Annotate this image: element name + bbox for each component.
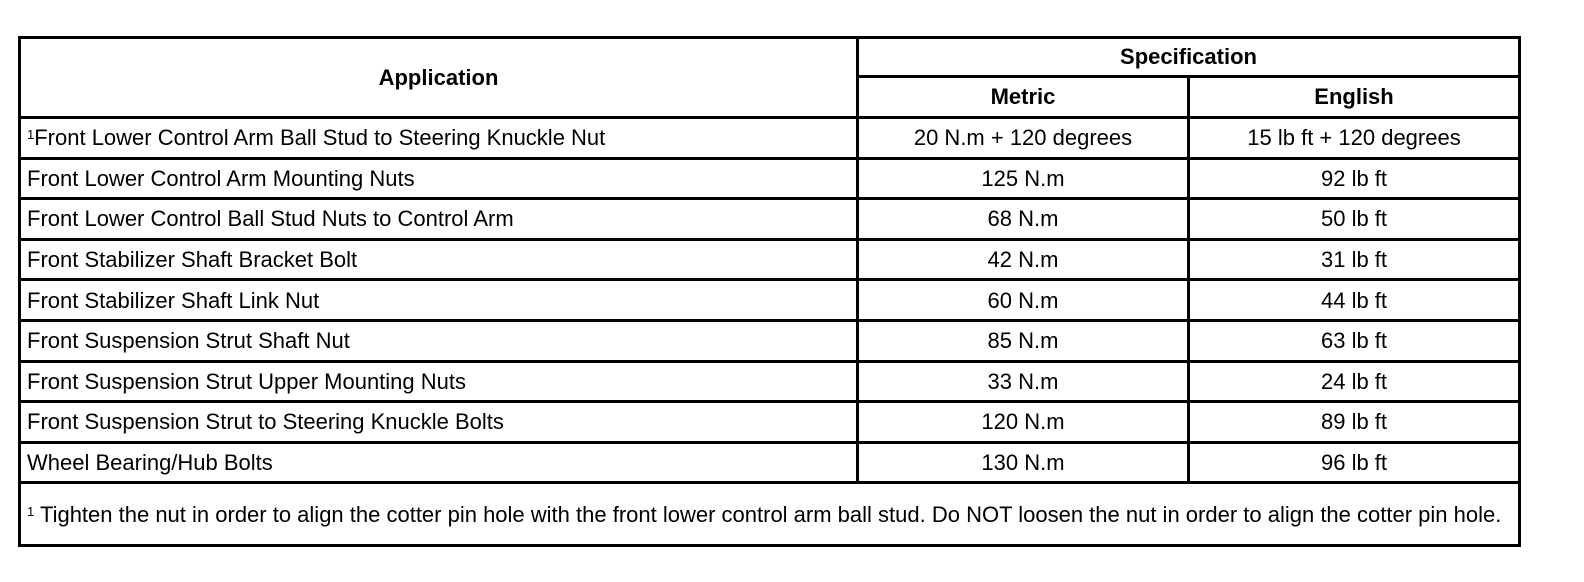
footnote-row [20, 483, 1520, 546]
table-row [20, 361, 1520, 402]
english-cell: 63 lb ft [1189, 320, 1520, 361]
application-cell: Front Suspension Strut Upper Mounting Nuts [20, 361, 858, 402]
table-row [20, 239, 1520, 280]
metric-cell: 125 N.m [858, 158, 1189, 199]
specification-header: Specification [858, 38, 1520, 77]
english-cell: 44 lb ft [1189, 280, 1520, 321]
footnote-marker: 1 [27, 127, 35, 143]
english-header: English [1189, 77, 1520, 118]
metric-cell: 20 N.m + 120 degrees [858, 118, 1189, 159]
torque-specification-table [18, 36, 1521, 547]
metric-cell: 130 N.m [858, 442, 1189, 483]
table-row [20, 280, 1520, 321]
english-cell: 31 lb ft [1189, 239, 1520, 280]
english-cell: 92 lb ft [1189, 158, 1520, 199]
table-row [20, 199, 1520, 240]
metric-cell: 85 N.m [858, 320, 1189, 361]
table-row [20, 158, 1520, 199]
footnote-text: Tighten the nut in order to align the cotter pin hole with the front lower control arm ball stud. Do NOT loosen the nut in order to align the cotter pin hole. [34, 501, 1502, 527]
footnote-marker: 1 [27, 503, 35, 519]
header-row-top [20, 38, 1520, 77]
table-row [20, 320, 1520, 361]
application-header: Application [20, 38, 858, 118]
footnote-cell [20, 483, 1520, 546]
english-cell: 89 lb ft [1189, 402, 1520, 443]
metric-cell: 42 N.m [858, 239, 1189, 280]
metric-cell: 120 N.m [858, 402, 1189, 443]
application-cell: Front Suspension Strut to Steering Knuckle Bolts [20, 402, 858, 443]
english-cell: 24 lb ft [1189, 361, 1520, 402]
application-cell: Wheel Bearing/Hub Bolts [20, 442, 858, 483]
table-row [20, 402, 1520, 443]
metric-cell: 68 N.m [858, 199, 1189, 240]
metric-cell: 33 N.m [858, 361, 1189, 402]
application-cell [20, 118, 858, 159]
english-cell: 15 lb ft + 120 degrees [1189, 118, 1520, 159]
metric-cell: 60 N.m [858, 280, 1189, 321]
application-cell: Front Stabilizer Shaft Link Nut [20, 280, 858, 321]
application-cell: Front Stabilizer Shaft Bracket Bolt [20, 239, 858, 280]
application-cell: Front Lower Control Arm Mounting Nuts [20, 158, 858, 199]
application-cell: Front Suspension Strut Shaft Nut [20, 320, 858, 361]
english-cell: 96 lb ft [1189, 442, 1520, 483]
table-row [20, 118, 1520, 159]
table-row [20, 442, 1520, 483]
metric-header: Metric [858, 77, 1189, 118]
application-text: Front Lower Control Arm Ball Stud to Steering Knuckle Nut [34, 125, 606, 151]
application-cell: Front Lower Control Ball Stud Nuts to Control Arm [20, 199, 858, 240]
english-cell: 50 lb ft [1189, 199, 1520, 240]
